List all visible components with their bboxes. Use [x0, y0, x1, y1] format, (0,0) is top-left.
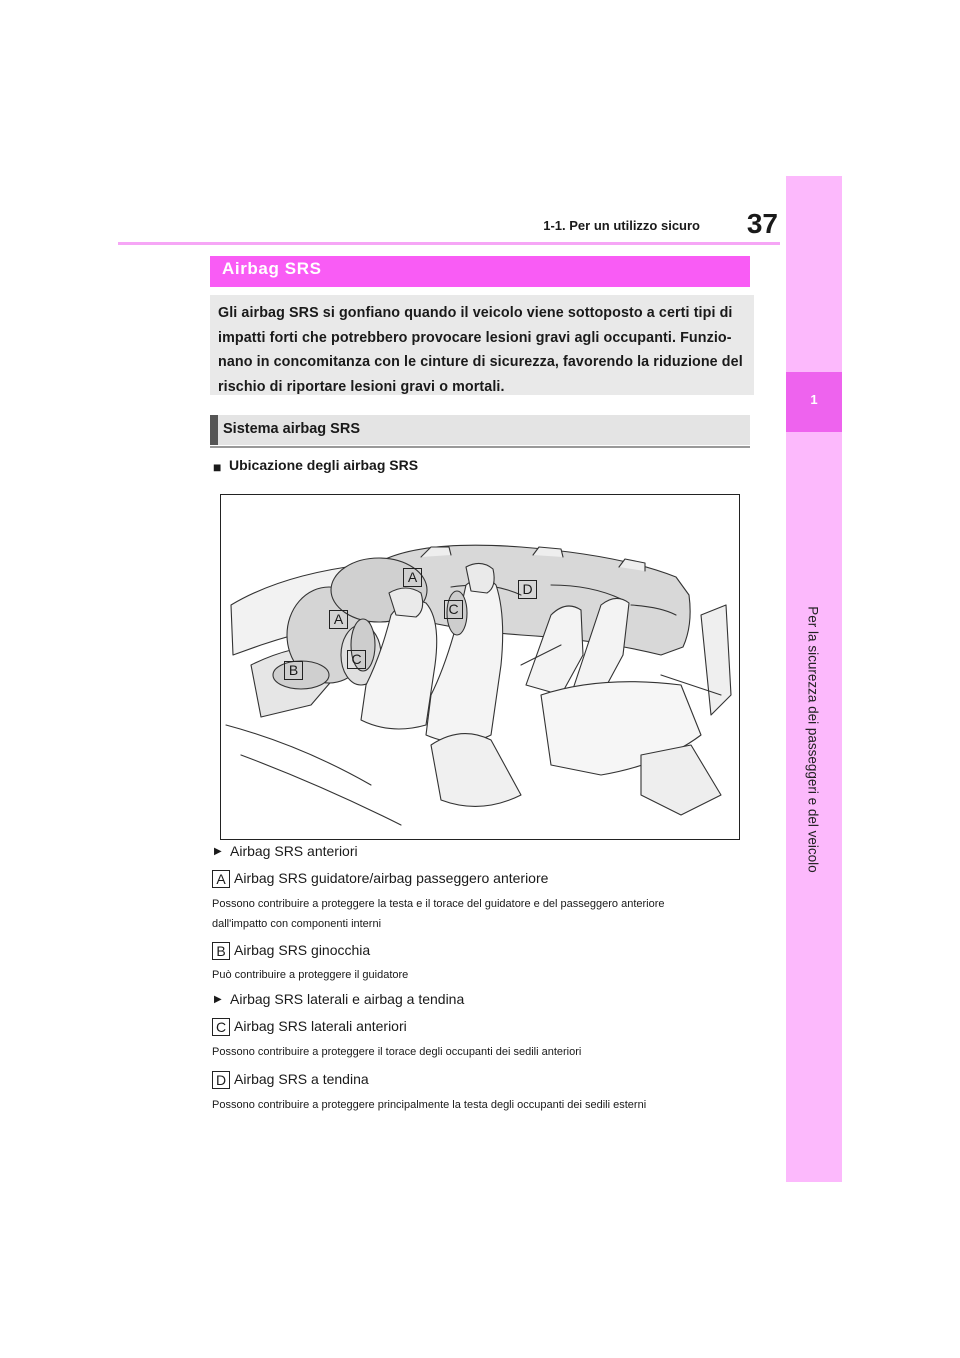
figure-label-c-passenger-side: C	[444, 600, 463, 619]
legend-badge-c: C	[212, 1018, 230, 1036]
desc-line: Possono contribuire a proteggere la testa e il torace del guidatore e del passeggero anteriore	[212, 898, 665, 910]
legend-item-desc: Possono contribuire a proteggere il torace degli occupanti dei sedili anteriori	[212, 1046, 582, 1058]
figure-label-a-passenger: A	[403, 568, 422, 587]
desc-line: dall'impatto con componenti interni	[212, 918, 382, 930]
intro-line: Gli airbag SRS si gonfiano quando il veicolo viene sottoposto a certi tipi di	[218, 305, 733, 321]
section-title: 1-1. Per un utilizzo sicuro	[543, 218, 700, 233]
intro-text	[218, 301, 750, 399]
legend-item-desc: Può contribuire a proteggere il guidatore	[212, 969, 409, 981]
legend-item-desc: Possono contribuire a proteggere principalmente la testa degli occupanti dei sedili esterni	[212, 1099, 647, 1111]
intro-line: rischio di riportare lesioni gravi o mortali.	[218, 378, 505, 395]
legend-item-title: Airbag SRS guidatore/airbag passeggero anteriore	[234, 870, 549, 886]
triangle-bullet-icon: ▶	[214, 846, 222, 857]
intro-line: nano in concomitanza con le cinture di sicurezza, favorendo la riduzione del	[218, 354, 743, 370]
legend-badge-a: A	[212, 870, 230, 888]
figure-label-b-knee: B	[284, 661, 303, 680]
legend-item-title: Airbag SRS a tendina	[234, 1071, 369, 1087]
header-rule	[118, 242, 780, 245]
subheading-accent	[210, 415, 218, 445]
group-title: Airbag SRS anteriori	[230, 843, 358, 859]
page-number: 37	[746, 208, 778, 239]
section-heading: Airbag SRS	[222, 259, 322, 278]
group-title: Airbag SRS laterali e airbag a tendina	[230, 991, 465, 1007]
subheading-title: Sistema airbag SRS	[223, 421, 360, 437]
legend-item-desc	[212, 894, 665, 934]
figure-label-a-driver: A	[329, 610, 348, 629]
legend-item-title: Airbag SRS ginocchia	[234, 942, 371, 958]
figure-label-c-driver-side: C	[347, 650, 366, 669]
triangle-bullet-icon: ▶	[214, 994, 222, 1005]
location-title: Ubicazione degli airbag SRS	[229, 457, 419, 473]
chapter-title: Per la sicurezza dei passeggeri e del veicolo	[805, 605, 821, 873]
chapter-number: 1	[810, 392, 818, 407]
intro-line: impatti forti che potrebbero provocare lesioni gravi agli occupanti. Funzio-	[218, 329, 732, 346]
subheading-rule	[210, 446, 750, 448]
legend-item-title: Airbag SRS laterali anteriori	[234, 1018, 407, 1034]
chapter-title-wrapper	[758, 534, 868, 944]
legend-badge-d: D	[212, 1071, 230, 1089]
figure-label-d-curtain: D	[518, 580, 537, 599]
square-bullet-icon: ■	[213, 459, 222, 475]
legend-badge-b: B	[212, 942, 230, 960]
